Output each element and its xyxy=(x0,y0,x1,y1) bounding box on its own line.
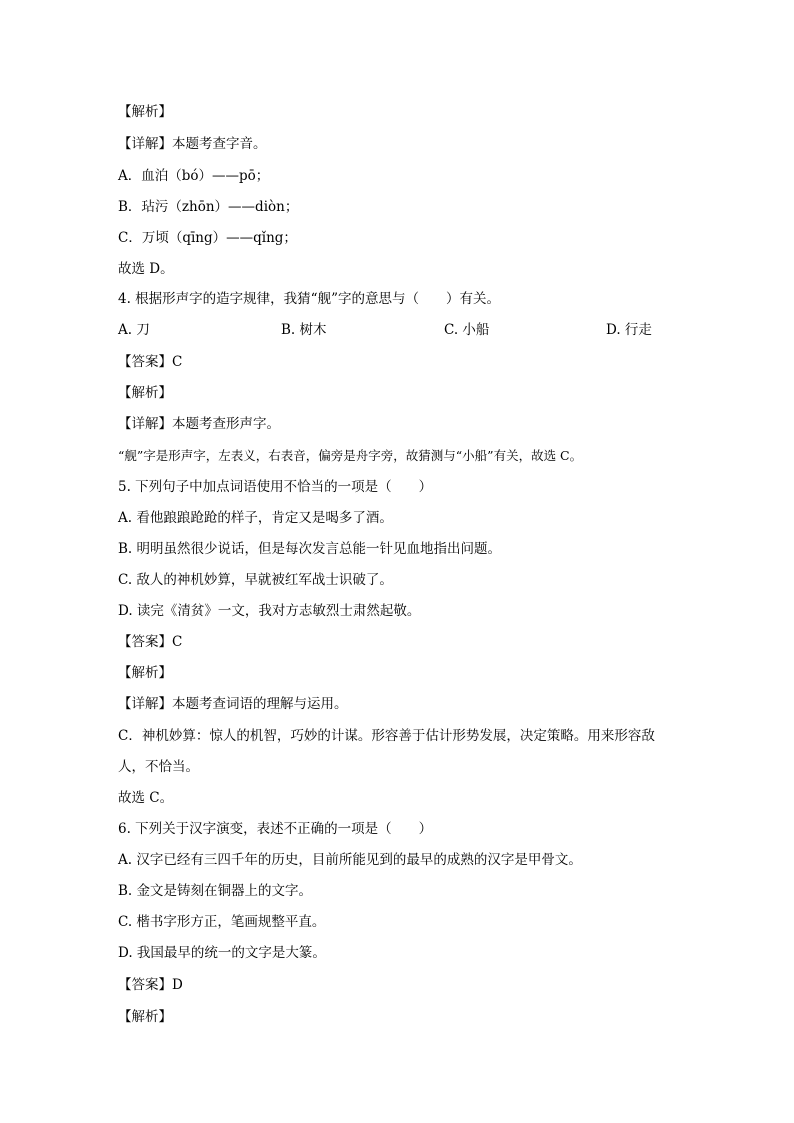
question-4-options xyxy=(118,321,678,339)
q4-option-c: C. 小船 xyxy=(444,322,490,338)
q5-explanation-1: C．神机妙算：惊人的机智，巧妙的计谋。形容善于估计形势发展，决定策略。用来形容敌 xyxy=(118,728,655,744)
analysis-label: 【解析】 xyxy=(118,104,172,120)
q5-explanation-2: 人，不恰当。 xyxy=(118,759,199,775)
question-5: 5. 下列句子中加点词语使用不恰当的一项是（ ） xyxy=(118,479,433,495)
q6-answer: 【答案】D xyxy=(118,977,183,993)
question-4: 4. 根据形声字的造字规律，我猜“舰”字的意思与（ ）有关。 xyxy=(118,291,500,307)
q5-detail: 【详解】本题考查词语的理解与运用。 xyxy=(118,696,348,712)
q5-analysis-label: 【解析】 xyxy=(118,665,172,681)
q4-option-a: A. 刀 xyxy=(118,322,150,338)
q5-option-c: C. 敌人的神机妙算，早就被红军战士识破了。 xyxy=(118,572,393,588)
q5-answer: 【答案】C xyxy=(118,634,183,650)
q4-detail: 【详解】本题考查形声字。 xyxy=(118,416,280,432)
conclusion-line: 故选 D。 xyxy=(118,261,174,277)
q5-option-b: B. 明明虽然很少说话，但是每次发言总能一针见血地指出问题。 xyxy=(118,541,502,557)
detail-line: 【详解】本题考查字音。 xyxy=(118,136,267,152)
q6-option-b: B. 金文是铸刻在铜器上的文字。 xyxy=(118,883,313,899)
q4-answer: 【答案】C xyxy=(118,354,183,370)
q6-option-a: A. 汉字已经有三四千年的历史，目前所能见到的最早的成熟的汉字是甲骨文。 xyxy=(118,852,582,868)
q5-option-d: D. 读完《清贫》一文，我对方志敏烈士肃然起敬。 xyxy=(118,603,421,619)
option-line-c: C．万顷（qīng）——qǐng； xyxy=(118,230,297,246)
q4-explanation: “舰”字是形声字，左表义，右表音，偏旁是舟字旁，故猜测与“小船”有关，故选 C。 xyxy=(118,448,583,463)
q6-option-c: C. 楷书字形方正，笔画规整平直。 xyxy=(118,914,326,930)
q6-analysis-label: 【解析】 xyxy=(118,1009,172,1025)
q5-conclusion: 故选 C。 xyxy=(118,790,174,806)
q5-option-a: A. 看他踉踉跄跄的样子，肯定又是喝多了酒。 xyxy=(118,510,393,526)
option-line-b: B．玷污（zhōn）——diòn； xyxy=(118,199,299,215)
q4-analysis-label: 【解析】 xyxy=(118,385,172,401)
option-line-a: A．血泊（bó）——pō； xyxy=(118,168,270,184)
q4-option-b: B. 树木 xyxy=(281,322,327,338)
q6-option-d: D. 我国最早的统一的文字是大篆。 xyxy=(118,945,326,961)
question-6: 6. 下列关于汉字演变，表述不正确的一项是（ ） xyxy=(118,821,433,837)
q4-option-d: D. 行走 xyxy=(606,322,652,338)
